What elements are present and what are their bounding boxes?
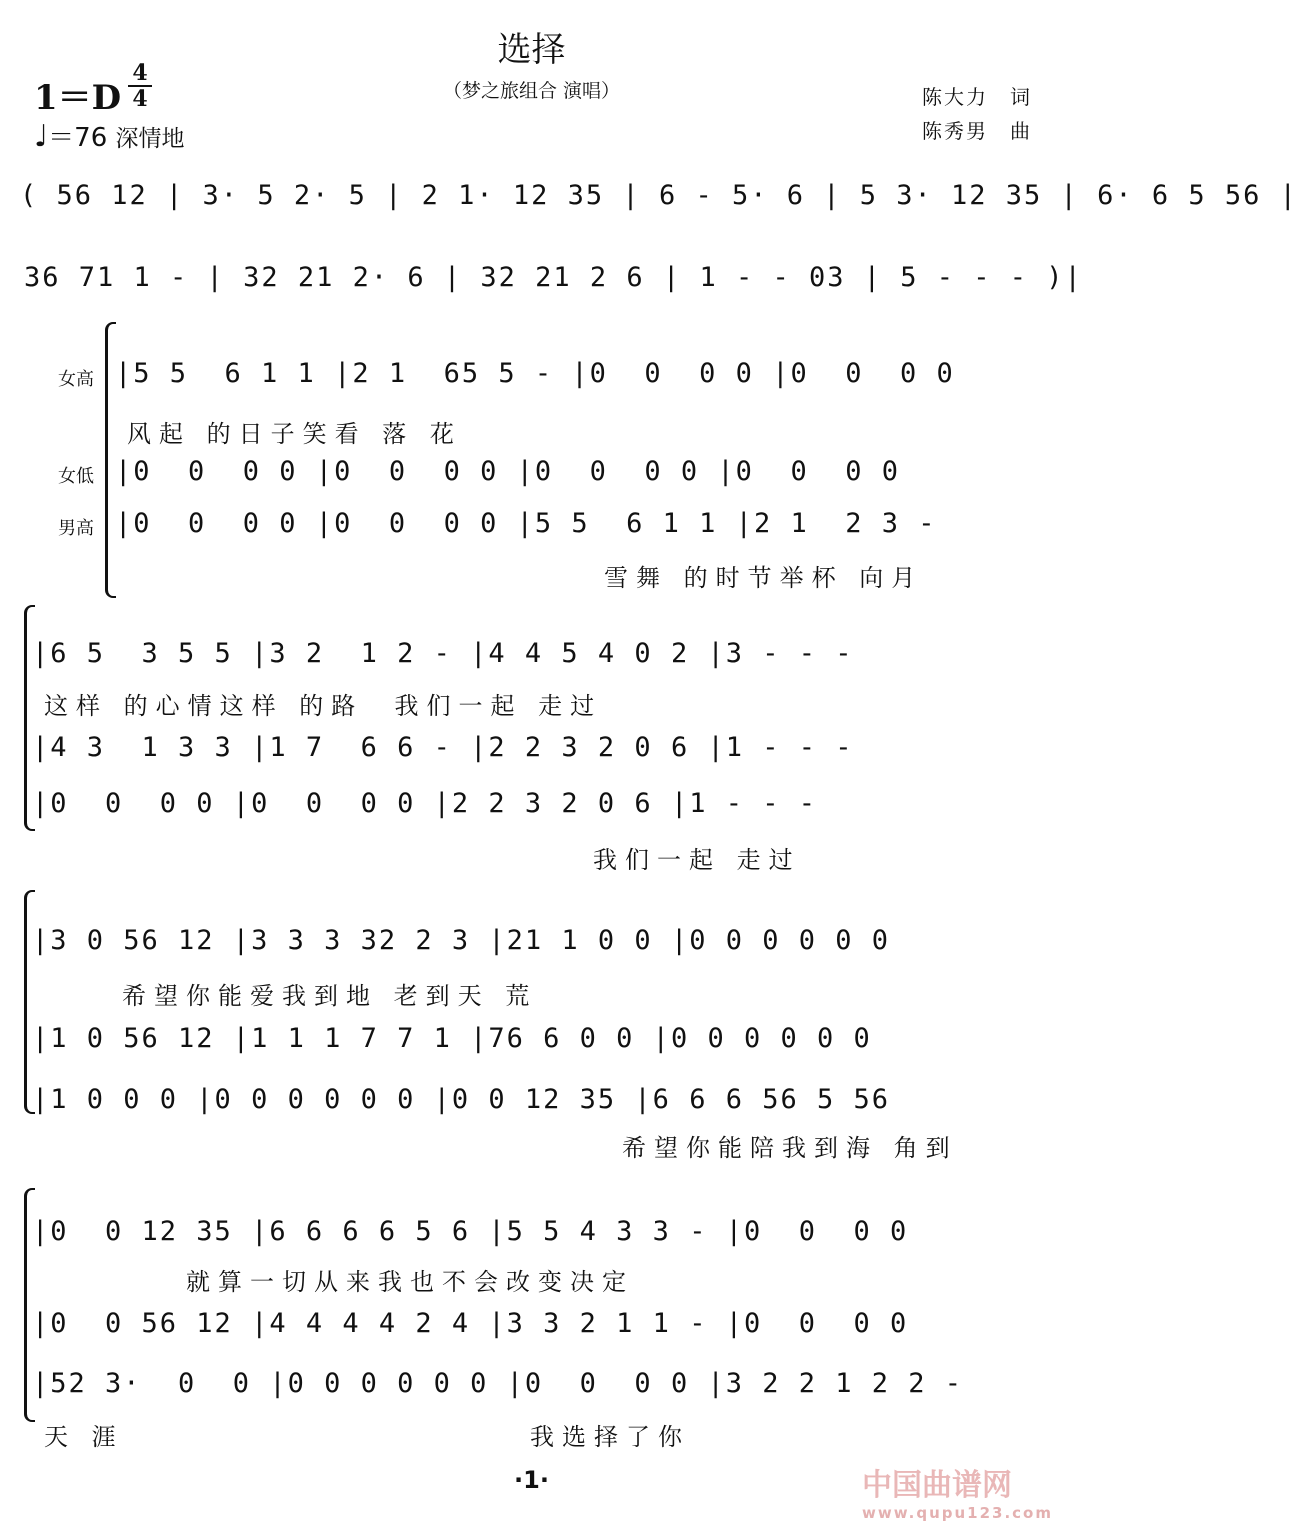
lyricist-credit: 陈大力 词	[922, 85, 1032, 109]
system-brace	[24, 890, 35, 1114]
alto-notes: |1 0 56 12 |1 1 1 7 7 1 |76 6 0 0 |0 0 0 0 0 0	[32, 1023, 872, 1054]
tenor-notes: |0 0 0 0 |0 0 0 0 |5 5 6 1 1 |2 1 2 3 -	[115, 508, 937, 539]
watermark-url: www.qupu123.com	[862, 1504, 1053, 1522]
tenor-lyric: 天 涯 我选择了你	[44, 1423, 690, 1451]
tenor-lyric: 雪舞 的时节举杯 向月	[604, 564, 924, 592]
soprano-lyric: 就算一切从来我也不会改变决定	[186, 1268, 634, 1296]
song-title: 选择	[497, 30, 566, 70]
watermark-text: 中国曲谱网	[862, 1468, 1013, 1503]
tempo-value: ＝76	[48, 123, 108, 153]
tenor-notes: |52 3· 0 0 |0 0 0 0 0 0 |0 0 0 0 |3 2 2 1 2 2 -	[32, 1368, 964, 1399]
tenor-notes: |1 0 0 0 |0 0 0 0 0 0 |0 0 12 35 |6 6 6 56 5 56	[32, 1084, 891, 1115]
soprano-lyric: 希望你能爱我到地 老到天 荒	[122, 982, 538, 1010]
key-signature: 1＝D	[34, 78, 122, 118]
tenor-lyric: 希望你能陪我到海 角到	[622, 1134, 958, 1162]
expression-mark: 深情地	[115, 126, 185, 152]
quarter-note-icon: ♩	[34, 119, 49, 154]
composer-credit: 陈秀男 曲	[922, 119, 1032, 143]
alto-notes: |4 3 1 3 3 |1 7 6 6 - |2 2 3 2 0 6 |1 - - -	[32, 732, 854, 763]
time-signature-top: 4	[132, 60, 148, 86]
alto-notes: |0 0 0 0 |0 0 0 0 |0 0 0 0 |0 0 0 0	[115, 456, 900, 487]
tempo-marking	[34, 117, 185, 154]
performer-subtitle: （梦之旅组合 演唱）	[442, 80, 621, 102]
soprano-notes: |0 0 12 35 |6 6 6 6 5 6 |5 5 4 3 3 - |0 0 0 0	[32, 1216, 909, 1247]
time-signature	[128, 62, 152, 110]
soprano-lyric: 风起 的日子笑看 落 花	[127, 420, 462, 448]
part-label-tenor: 男高	[58, 518, 94, 539]
intro-line-1: ( 56 12 | 3· 5 2· 5 | 2 1· 12 35 | 6 - 5· 6 | 5 3· 12 35 | 6· 6 5 56 |	[20, 180, 1298, 211]
tenor-notes: |0 0 0 0 |0 0 0 0 |2 2 3 2 0 6 |1 - - -	[32, 788, 817, 819]
part-label-alto: 女低	[58, 466, 94, 487]
soprano-notes: |3 0 56 12 |3 3 3 32 2 3 |21 1 0 0 |0 0 0 0 0 0	[32, 925, 891, 956]
soprano-notes: |6 5 3 5 5 |3 2 1 2 - |4 4 5 4 0 2 |3 - - -	[32, 638, 854, 669]
alto-notes: |0 0 56 12 |4 4 4 4 2 4 |3 3 2 1 1 - |0 0 0 0	[32, 1308, 909, 1339]
intro-line-2: 36 71 1 - | 32 21 2· 6 | 32 21 2 6 | 1 - - 03 | 5 - - - )|	[24, 262, 1083, 293]
page-number: ·1·	[514, 1466, 549, 1494]
soprano-lyric: 这样 的心情这样 的路 我们一起 走过	[44, 692, 603, 720]
time-signature-bottom: 4	[132, 86, 148, 112]
credits	[922, 80, 1032, 148]
soprano-notes: |5 5 6 1 1 |2 1 65 5 - |0 0 0 0 |0 0 0 0	[115, 358, 955, 389]
site-watermark	[862, 1460, 1053, 1522]
tenor-lyric: 我们一起 走过	[593, 846, 801, 874]
part-label-soprano: 女高	[58, 369, 94, 390]
